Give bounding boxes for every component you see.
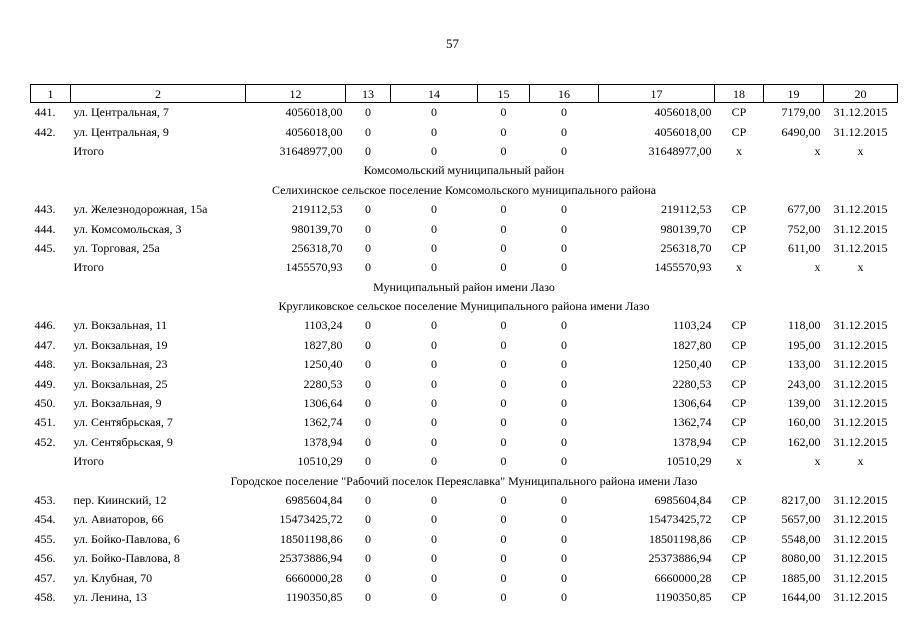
table-row (31, 200, 898, 219)
cell-address: ул. Сентябрьская, 7 (73, 415, 173, 430)
cell-col-13: 0 (365, 240, 371, 255)
header-cell-col-1: 1 (31, 85, 71, 103)
cell-col-16: 0 (561, 570, 567, 585)
table-row (31, 491, 898, 510)
header-cell-col-12: 12 (246, 85, 346, 103)
cell-col-13: 0 (365, 415, 371, 430)
table-row (31, 452, 898, 471)
cell-col-18: СР (731, 415, 747, 430)
cell-col-16: 0 (561, 551, 567, 566)
cell-col-18: СР (731, 570, 747, 585)
cell-col-12: 1250,40 (303, 357, 343, 372)
cell-col-18: СР (731, 512, 747, 527)
table-row (31, 219, 898, 238)
cell-address: ул. Вокзальная, 25 (73, 376, 168, 391)
cell-col-13: 0 (365, 493, 371, 507)
cell-col-19: 6490,00 (781, 124, 821, 139)
cell-col-19: 5657,00 (781, 512, 821, 527)
table-row (31, 122, 898, 141)
cell-col-16: 0 (561, 221, 567, 236)
cell-col-14: 0 (431, 202, 437, 217)
cell-address: ул. Бойко-Павлова, 8 (73, 551, 180, 566)
table-row (31, 239, 898, 258)
cell-col-14: 0 (431, 551, 437, 566)
cell-col-13: 0 (365, 143, 371, 158)
cell-col-18: СР (731, 105, 747, 120)
cell-col-15: 0 (500, 589, 507, 604)
cell-col-17: 1827,80 (672, 337, 712, 352)
table-row (31, 258, 898, 277)
cell-col-15: 0 (500, 221, 507, 236)
table-row (31, 568, 898, 587)
cell-col-18: СР (731, 434, 747, 449)
cell-row-number: 455. (34, 531, 56, 546)
cell-col-18: СР (731, 221, 747, 236)
cell-address: ул. Центральная, 7 (73, 105, 169, 120)
cell-col-16: 0 (561, 396, 567, 411)
cell-col-20: 31.12.2015 (833, 415, 888, 430)
cell-col-17: 1306,64 (672, 396, 712, 411)
cell-row-number: 444. (34, 221, 56, 236)
header-cell-col-17: 17 (599, 85, 715, 103)
cell-col-17: 6660000,28 (654, 570, 712, 585)
cell-col-17: 219112,53 (660, 202, 712, 217)
cell-col-18: СР (731, 124, 747, 139)
cell-row-number: 449. (34, 376, 56, 391)
cell-col-12: 1103,24 (303, 318, 343, 333)
header-row (31, 85, 898, 103)
cell-row-number: 457. (34, 570, 56, 585)
section-heading: Муниципальный район имени Лазо (373, 279, 555, 294)
cell-col-12: 25373886,94 (279, 551, 343, 566)
cell-col-17: 1378,94 (672, 434, 712, 449)
section-heading: Селихинское сельское поселение Комсомольского муниципального района (271, 182, 657, 197)
cell-address: ул. Вокзальная, 23 (73, 357, 168, 372)
cell-col-14: 0 (431, 415, 437, 430)
cell-row-number: 453. (34, 493, 56, 507)
cell-col-20: 31.12.2015 (833, 396, 888, 411)
cell-col-16: 0 (561, 202, 567, 217)
cell-col-12: 1306,64 (303, 396, 343, 411)
cell-col-17: 4056018,00 (654, 124, 712, 139)
header-cell-col-18: 18 (715, 85, 764, 103)
table-row (31, 588, 898, 607)
table-row (31, 433, 898, 452)
cell-col-15: 0 (500, 415, 507, 430)
cell-col-18: СР (731, 551, 747, 566)
cell-col-20: 31.12.2015 (833, 531, 888, 546)
cell-col-13: 0 (365, 396, 371, 411)
cell-col-16: 0 (561, 337, 567, 352)
cell-col-20: 31.12.2015 (833, 589, 888, 604)
cell-col-16: 0 (561, 376, 567, 391)
cell-col-12: 10510,29 (297, 454, 343, 469)
cell-col-19: 160,00 (787, 415, 821, 430)
cell-col-18: х (736, 454, 742, 469)
cell-col-19: х (814, 143, 821, 158)
cell-row-number: 445. (34, 240, 56, 255)
cell-col-20: х (857, 454, 864, 469)
cell-col-17: 1103,24 (672, 318, 712, 333)
cell-col-19: 243,00 (787, 376, 821, 391)
cell-col-13: 0 (365, 531, 371, 546)
table-row (31, 336, 898, 355)
cell-col-18: СР (731, 396, 747, 411)
cell-col-17: 1362,74 (672, 415, 712, 430)
cell-col-12: 4056018,00 (285, 105, 343, 120)
cell-row-number: 441. (34, 105, 56, 120)
cell-col-15: 0 (500, 493, 507, 507)
cell-col-13: 0 (365, 337, 371, 352)
cell-col-19: х (814, 454, 821, 469)
cell-row-number (31, 258, 71, 277)
cell-col-13: 0 (365, 124, 371, 139)
section-heading-row (31, 471, 898, 490)
cell-col-20: 31.12.2015 (833, 493, 888, 507)
cell-col-13: 0 (365, 512, 371, 527)
cell-col-18: х (736, 260, 742, 275)
cell-address: пер. Киинский, 12 (73, 493, 167, 507)
cell-col-15: 0 (500, 318, 507, 333)
cell-col-15: 0 (500, 454, 507, 469)
cell-col-19: 1644,00 (781, 589, 821, 604)
cell-address: ул. Авиаторов, 66 (73, 512, 164, 527)
cell-col-13: 0 (365, 318, 371, 333)
cell-col-20: 31.12.2015 (833, 337, 888, 352)
table-row (31, 316, 898, 335)
cell-col-14: 0 (431, 434, 437, 449)
cell-col-17: 31648977,00 (648, 143, 712, 158)
section-heading-row (31, 161, 898, 180)
table-body (31, 103, 898, 608)
cell-col-15: 0 (500, 357, 507, 372)
cell-col-19: 8217,00 (781, 493, 821, 507)
cell-col-18: СР (731, 589, 747, 604)
header-cell-col-2: 2 (71, 85, 246, 103)
cell-col-15: 0 (500, 531, 507, 546)
cell-col-20: 31.12.2015 (833, 434, 888, 449)
cell-col-19: 162,00 (787, 434, 821, 449)
cell-col-19: 752,00 (787, 221, 821, 236)
header-cell-col-14: 14 (391, 85, 478, 103)
cell-address: ул. Клубная, 70 (73, 570, 153, 585)
cell-col-19: 118,00 (787, 318, 821, 333)
cell-col-12: 980139,70 (291, 221, 343, 236)
cell-col-18: СР (731, 357, 747, 372)
table-row (31, 510, 898, 529)
cell-address: ул. Торговая, 25а (73, 240, 160, 255)
cell-col-14: 0 (431, 337, 437, 352)
cell-col-16: 0 (561, 493, 567, 507)
register-table (30, 84, 898, 607)
cell-col-14: 0 (431, 105, 437, 120)
header-cell-col-16: 16 (530, 85, 599, 103)
cell-col-14: 0 (431, 357, 437, 372)
cell-col-19: 133,00 (787, 357, 821, 372)
cell-col-15: 0 (500, 260, 507, 275)
cell-col-17: 1455570,93 (654, 260, 712, 275)
cell-col-17: 1250,40 (672, 357, 712, 372)
cell-col-12: 1378,94 (303, 434, 343, 449)
cell-col-16: 0 (561, 531, 567, 546)
cell-col-15: 0 (500, 105, 507, 120)
cell-address: Итого (73, 454, 104, 469)
cell-col-17: 25373886,94 (648, 551, 712, 566)
cell-row-number (31, 142, 71, 161)
cell-col-18: СР (731, 337, 747, 352)
cell-col-16: 0 (561, 415, 567, 430)
header-cell-col-15: 15 (478, 85, 530, 103)
cell-col-19: 1885,00 (781, 570, 821, 585)
cell-col-16: 0 (561, 357, 567, 372)
cell-row-number: 443. (34, 202, 56, 217)
cell-col-12: 1827,80 (303, 337, 343, 352)
cell-col-13: 0 (365, 570, 371, 585)
cell-col-12: 15473425,72 (279, 512, 343, 527)
cell-col-12: 1190350,85 (285, 589, 343, 604)
cell-col-19: х (814, 260, 821, 275)
cell-col-12: 6985604,84 (285, 493, 343, 507)
cell-col-16: 0 (561, 434, 567, 449)
cell-col-20: 31.12.2015 (833, 202, 888, 217)
cell-col-12: 31648977,00 (279, 143, 343, 158)
section-heading-row (31, 297, 898, 316)
cell-col-16: 0 (561, 589, 567, 604)
cell-col-14: 0 (431, 512, 437, 527)
cell-address: ул. Вокзальная, 9 (73, 396, 162, 411)
cell-col-15: 0 (500, 434, 507, 449)
cell-col-19: 195,00 (787, 337, 821, 352)
cell-col-14: 0 (431, 143, 437, 158)
cell-col-13: 0 (365, 202, 371, 217)
cell-col-20: х (857, 260, 864, 275)
table-row (31, 549, 898, 568)
cell-col-16: 0 (561, 105, 567, 120)
cell-col-14: 0 (431, 318, 437, 333)
cell-row-number: 451. (34, 415, 56, 430)
section-heading-row (31, 278, 898, 297)
cell-col-16: 0 (561, 240, 567, 255)
cell-col-12: 2280,53 (303, 376, 343, 391)
cell-col-14: 0 (431, 531, 437, 546)
cell-col-15: 0 (500, 143, 507, 158)
cell-col-17: 4056018,00 (654, 105, 712, 120)
table-header (31, 85, 898, 103)
cell-col-12: 1362,74 (303, 415, 343, 430)
cell-col-20: 31.12.2015 (833, 318, 888, 333)
cell-col-12: 4056018,00 (285, 124, 343, 139)
cell-row-number: 456. (34, 551, 56, 566)
cell-col-18: СР (731, 531, 747, 546)
section-heading: Комсомольский муниципальный район (363, 163, 565, 178)
table-row (31, 530, 898, 549)
cell-col-12: 18501198,86 (279, 531, 343, 546)
cell-address: ул. Центральная, 9 (73, 124, 169, 139)
cell-address: ул. Ленина, 13 (73, 589, 147, 604)
cell-col-13: 0 (365, 551, 371, 566)
cell-col-12: 256318,70 (291, 240, 343, 255)
cell-address: Итого (73, 260, 104, 275)
table-row (31, 394, 898, 413)
cell-col-14: 0 (431, 124, 437, 139)
table-row (31, 142, 898, 161)
page-number: 57 (446, 36, 459, 51)
cell-col-20: 31.12.2015 (833, 570, 888, 585)
cell-col-20: 31.12.2015 (833, 221, 888, 236)
cell-col-19: 8080,00 (781, 551, 821, 566)
cell-address: ул. Вокзальная, 19 (73, 337, 168, 352)
cell-col-20: 31.12.2015 (833, 240, 888, 255)
cell-col-18: СР (731, 240, 747, 255)
cell-row-number: 442. (34, 124, 56, 139)
header-cell-col-13: 13 (346, 85, 391, 103)
cell-col-19: 611,00 (787, 240, 821, 255)
cell-col-17: 1190350,85 (654, 589, 712, 604)
cell-address: ул. Бойко-Павлова, 6 (73, 531, 180, 546)
cell-col-13: 0 (365, 105, 371, 120)
cell-col-15: 0 (500, 512, 507, 527)
cell-col-15: 0 (500, 124, 507, 139)
cell-row-number: 448. (34, 357, 56, 372)
cell-col-14: 0 (431, 570, 437, 585)
cell-col-19: 139,00 (787, 396, 821, 411)
cell-col-16: 0 (561, 512, 567, 527)
cell-col-20: 31.12.2015 (833, 124, 888, 139)
cell-row-number (31, 452, 71, 471)
section-heading-row (31, 181, 898, 200)
section-heading: Кругликовское сельское поселение Муниципального района имени Лазо (278, 299, 650, 314)
cell-col-17: 256318,70 (660, 240, 712, 255)
cell-col-14: 0 (431, 376, 437, 391)
cell-col-18: х (736, 143, 742, 158)
cell-col-15: 0 (500, 376, 507, 391)
cell-col-15: 0 (500, 396, 507, 411)
cell-col-17: 2280,53 (672, 376, 712, 391)
cell-col-18: СР (731, 202, 747, 217)
cell-address: Итого (73, 143, 104, 158)
cell-col-14: 0 (431, 493, 437, 507)
cell-col-19: 7179,00 (781, 105, 821, 120)
cell-row-number: 446. (34, 318, 56, 333)
cell-col-20: 31.12.2015 (833, 512, 888, 527)
cell-col-20: х (857, 143, 864, 158)
cell-col-14: 0 (431, 589, 437, 604)
cell-col-15: 0 (500, 202, 507, 217)
table-row (31, 413, 898, 432)
cell-col-20: 31.12.2015 (833, 357, 888, 372)
cell-col-12: 1455570,93 (285, 260, 343, 275)
cell-col-13: 0 (365, 454, 371, 469)
cell-col-12: 219112,53 (291, 202, 343, 217)
cell-col-15: 0 (500, 240, 507, 255)
cell-row-number: 458. (34, 589, 56, 604)
cell-col-13: 0 (365, 589, 371, 604)
cell-col-13: 0 (365, 357, 371, 372)
cell-row-number: 454. (34, 512, 56, 527)
cell-col-14: 0 (431, 454, 437, 469)
cell-col-17: 980139,70 (660, 221, 712, 236)
cell-row-number: 452. (34, 434, 56, 449)
cell-col-16: 0 (561, 318, 567, 333)
cell-row-number: 447. (34, 337, 56, 352)
cell-col-16: 0 (561, 143, 567, 158)
cell-col-20: 31.12.2015 (833, 105, 888, 120)
cell-col-20: 31.12.2015 (833, 551, 888, 566)
cell-col-12: 6660000,28 (285, 570, 343, 585)
header-cell-col-19: 19 (764, 85, 824, 103)
cell-address: ул. Комсомольская, 3 (73, 221, 182, 236)
cell-col-16: 0 (561, 124, 567, 139)
cell-col-20: 31.12.2015 (833, 376, 888, 391)
cell-col-16: 0 (561, 454, 567, 469)
cell-col-13: 0 (365, 376, 371, 391)
cell-address: ул. Вокзальная, 11 (73, 318, 168, 333)
cell-col-17: 18501198,86 (648, 531, 712, 546)
cell-col-19: 5548,00 (781, 531, 821, 546)
cell-col-14: 0 (431, 240, 437, 255)
cell-col-15: 0 (500, 337, 507, 352)
cell-col-18: СР (731, 376, 747, 391)
cell-col-19: 677,00 (787, 202, 821, 217)
cell-col-15: 0 (500, 570, 507, 585)
table-row (31, 103, 898, 123)
cell-col-18: СР (731, 318, 747, 333)
cell-col-16: 0 (561, 260, 567, 275)
cell-col-17: 6985604,84 (654, 493, 712, 507)
section-heading: Городское поселение "Рабочий поселок Переяславка" Муниципального района имени Лазо (230, 473, 698, 488)
cell-col-17: 15473425,72 (648, 512, 712, 527)
cell-col-14: 0 (431, 260, 437, 275)
table-row (31, 374, 898, 393)
header-cell-col-20: 20 (824, 85, 898, 103)
cell-col-14: 0 (431, 221, 437, 236)
cell-col-13: 0 (365, 260, 371, 275)
cell-col-14: 0 (431, 396, 437, 411)
cell-address: ул. Сентябрьская, 9 (73, 434, 173, 449)
cell-col-17: 10510,29 (666, 454, 712, 469)
table-row (31, 355, 898, 374)
cell-col-13: 0 (365, 221, 371, 236)
cell-address: ул. Железнодорожная, 15а (73, 202, 208, 217)
cell-col-15: 0 (500, 551, 507, 566)
cell-col-18: СР (731, 493, 747, 507)
cell-row-number: 450. (34, 396, 56, 411)
cell-col-13: 0 (365, 434, 371, 449)
